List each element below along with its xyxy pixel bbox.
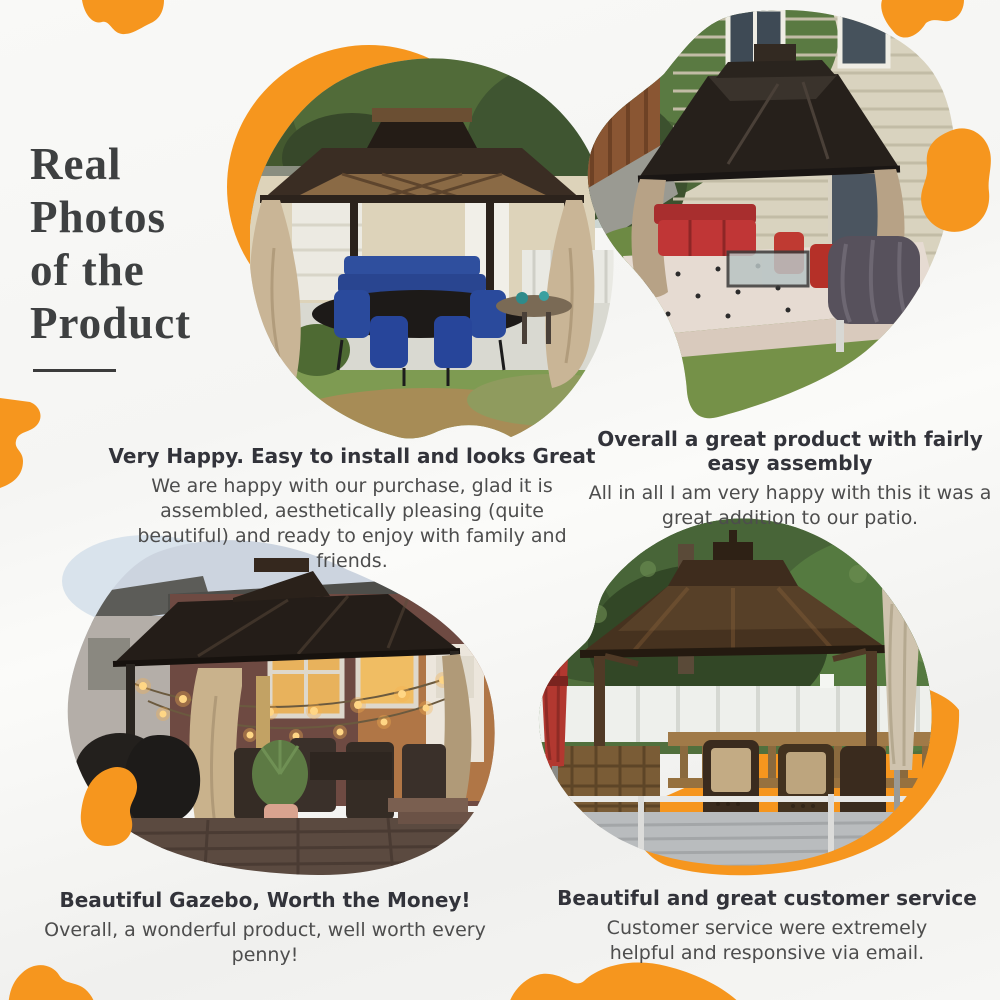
review-body: We are happy with our purchase, glad it is assembled, aesthetically pleasing (quite beautiful) and ready to enjoy with family and friends.	[137, 475, 567, 572]
orange-blob-top-right	[878, 0, 964, 40]
page-title	[30, 138, 260, 350]
title-underline	[33, 369, 116, 372]
review-title: Very Happy. Easy to install and looks Great	[108, 444, 596, 468]
customer-photo-1	[222, 48, 627, 453]
review-title: Beautiful Gazebo, Worth the Money!	[59, 888, 471, 912]
page-title-line: Real	[30, 139, 122, 189]
review-title: Overall a great product with fairly easy assembly	[597, 427, 983, 475]
customer-photo-2	[578, 4, 963, 436]
review-quote-3	[15, 888, 515, 968]
orange-blob-top-left	[82, 0, 164, 38]
review-title: Beautiful and great customer service	[557, 886, 977, 910]
page-title-line: Photos	[30, 192, 167, 242]
page-title-line: Product	[30, 298, 192, 348]
page-title-line: of the	[30, 245, 145, 295]
review-quote-4	[557, 886, 977, 966]
orange-blob-right-edge	[918, 127, 992, 237]
orange-blob-bottom-left	[8, 963, 96, 1000]
review-quote-1	[102, 444, 602, 574]
orange-blob-overlap	[78, 764, 153, 848]
review-quote-2	[570, 427, 1000, 531]
orange-blob-left-edge	[0, 398, 44, 488]
orange-blob-bottom-center	[506, 960, 766, 1000]
review-body: All in all I am very happy with this it was a great addition to our patio.	[588, 482, 992, 529]
review-body: Overall, a wonderful product, well worth every penny!	[44, 919, 486, 966]
review-body: Customer service were extremely helpful and responsive via email.	[606, 917, 928, 964]
